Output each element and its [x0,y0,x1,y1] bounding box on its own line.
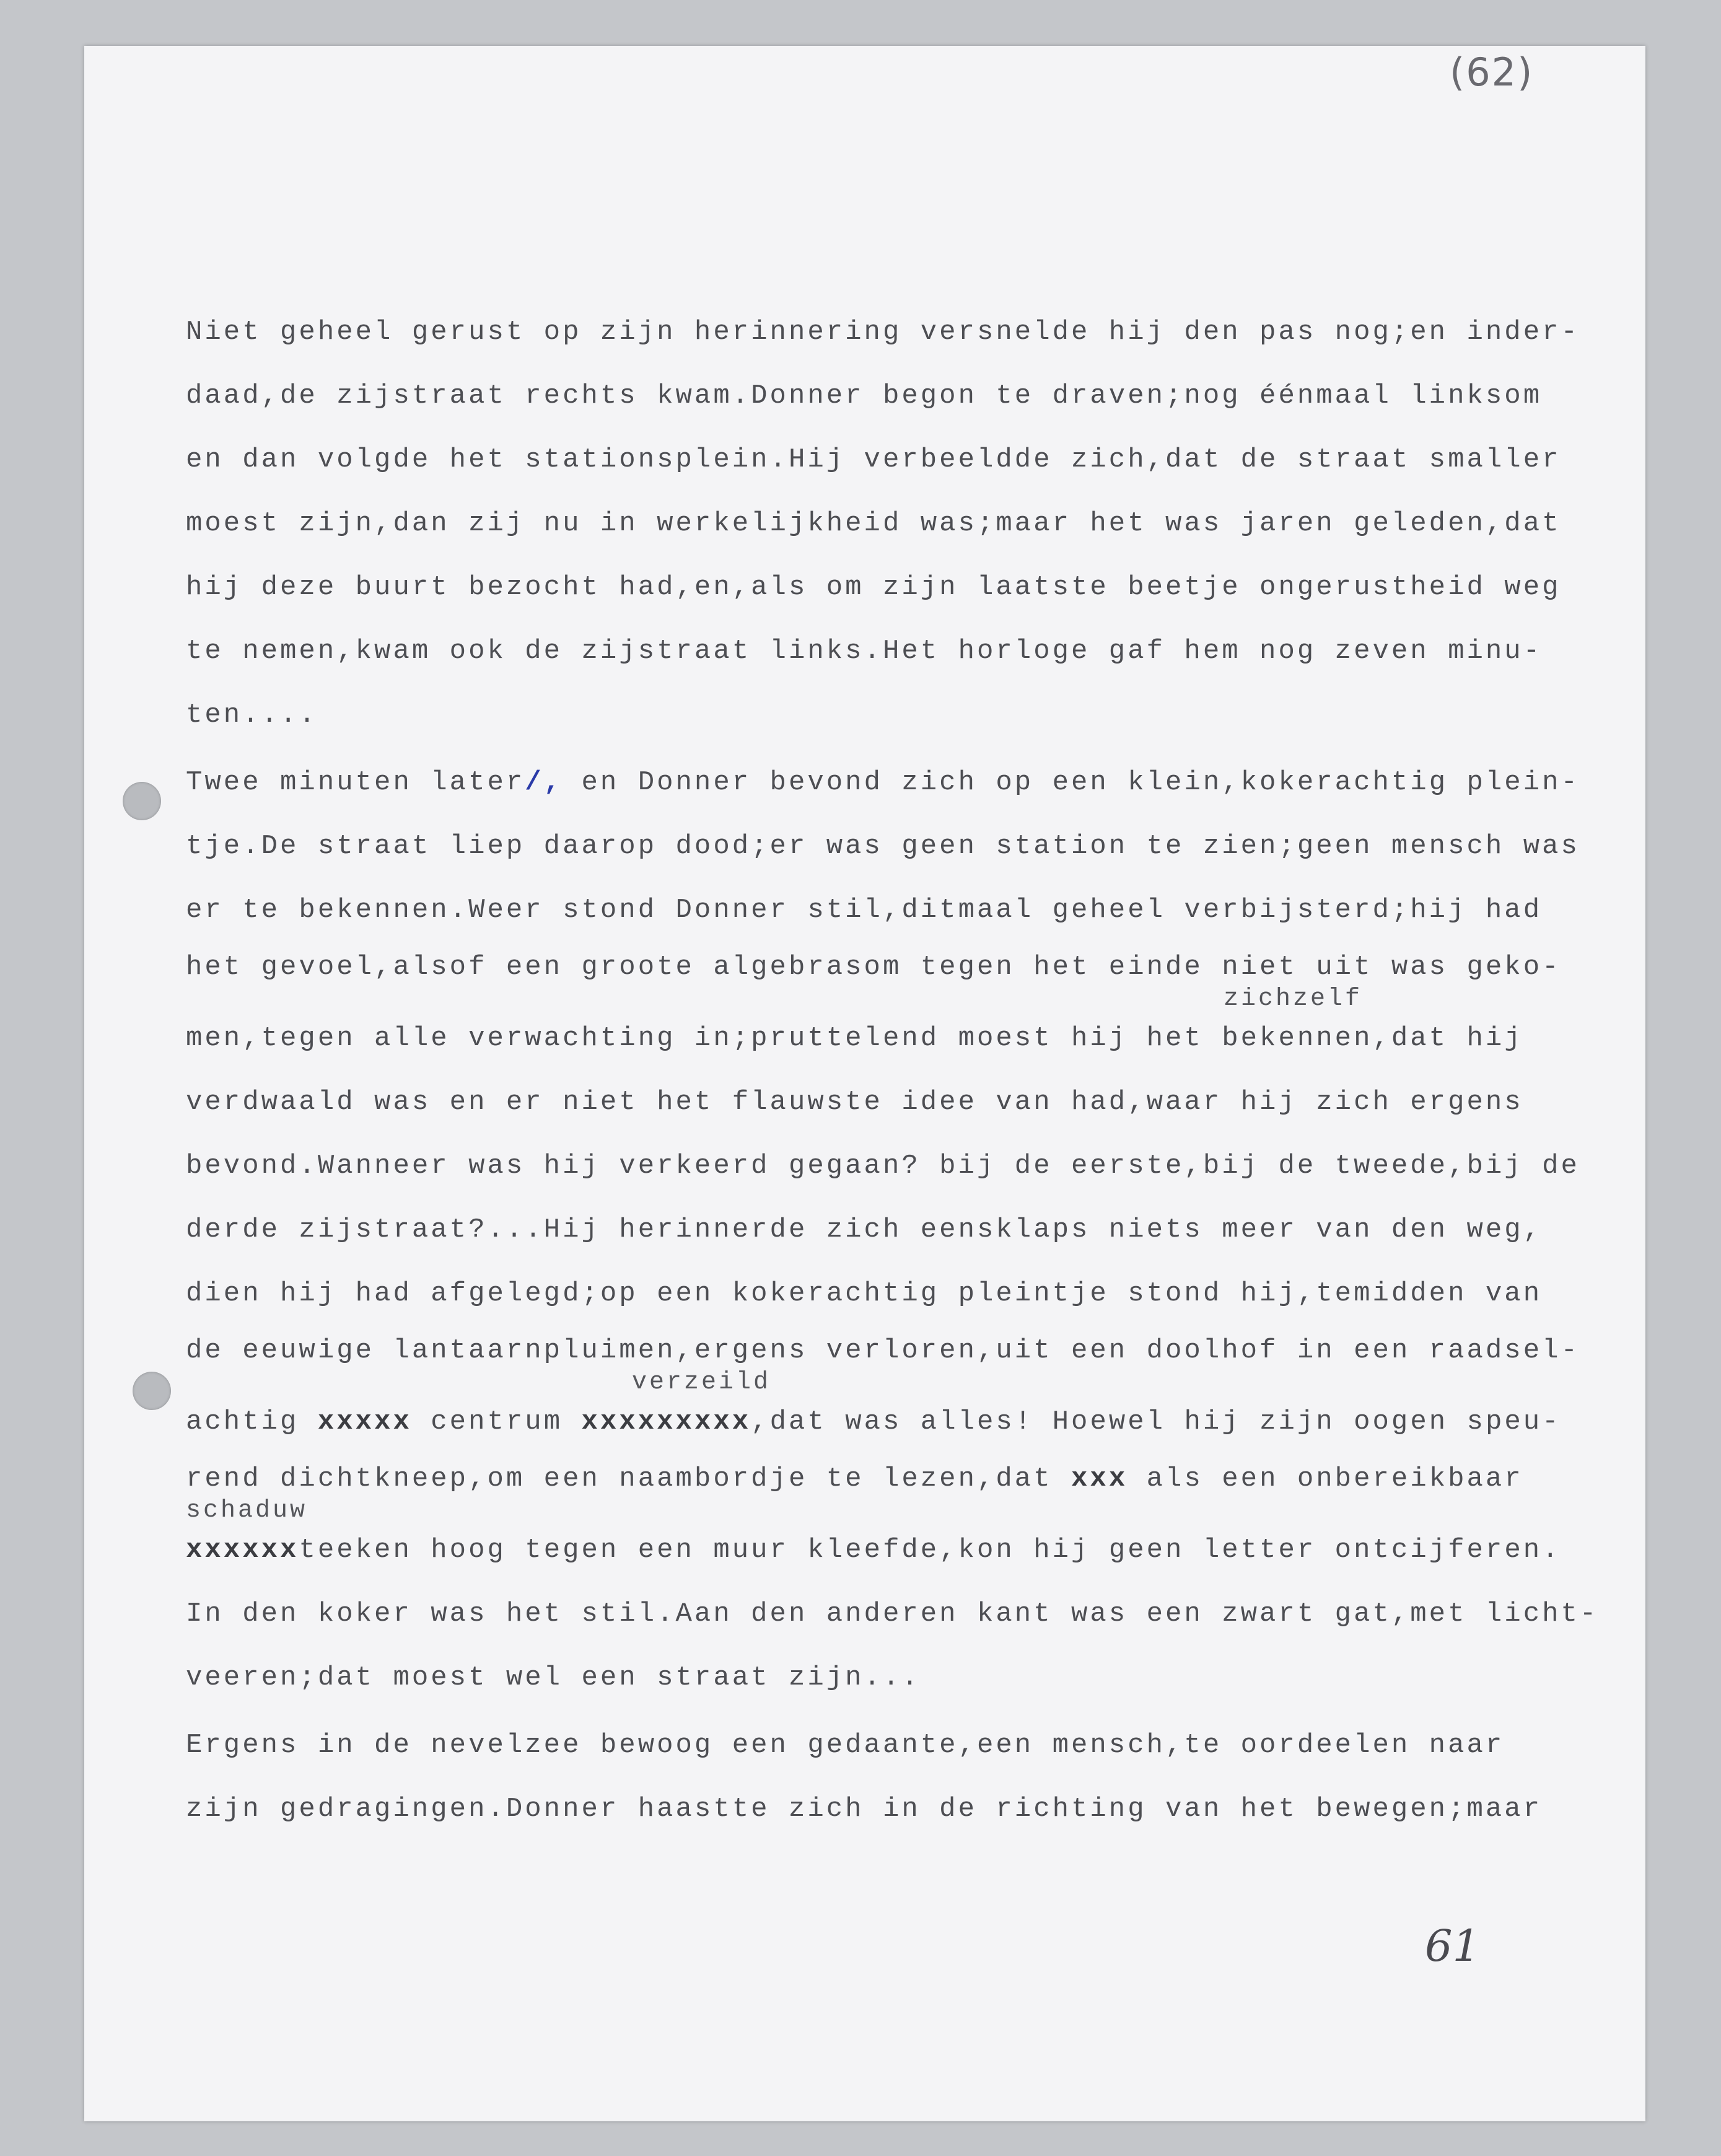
text-fragment: Twee minuten later [186,767,525,798]
text-line [186,1518,1561,1582]
text-line: Niet geheel gerust op zijn herinnering versnelde hij den pas nog;en inder- [186,317,1580,348]
text-line: bevond.Wanneer was hij verkeerd gegaan? bij de eerste,bij de tweede,bij de [186,1150,1580,1181]
text-line: veeren;dat moest wel een straat zijn... [186,1662,921,1693]
text-line: dien hij had afgelegd;op een kokerachtig pleintje stond hij,temidden van [186,1278,1543,1309]
punch-hole-top [123,782,161,820]
interlinear-insertion: verzeild [632,1369,771,1396]
text-line: de eeuwige lantaarnpluimen,ergens verloren,uit een doolhof in een raadsel- [186,1335,1580,1366]
punch-hole-bottom [133,1372,171,1410]
text-line: men,tegen alle verwachting in;pruttelend moest hij het bekennen,dat hij [186,1023,1523,1054]
text-line: Ergens in de nevelzee bewoog een gedaante,een mensch,te oordeelen naar [186,1730,1505,1761]
text-fragment: als een onbereikbaar [1146,1463,1523,1494]
text-fragment: ,dat was alles! Hoewel hij zijn oogen speu- [751,1406,1561,1437]
text-line: er te bekennen.Weer stond Donner stil,ditmaal geheel verbijsterd;hij had [186,895,1543,926]
text-fragment: centrum [431,1406,563,1437]
struck-out-text: xxxxxxxxx [581,1406,751,1437]
text-line: daad,de zijstraat rechts kwam.Donner begon te draven;nog éénmaal linksom [186,380,1543,411]
text-line: derde zijstraat?...Hij herinnerde zich eensklaps niets meer van den weg, [186,1214,1543,1245]
text-fragment: rend dichtkneep,om een naambordje te lezen,dat [186,1463,1053,1494]
text-fragment: achtig [186,1406,299,1437]
text-line [186,1454,1549,1504]
text-line [186,1390,1561,1454]
text-line: het gevoel,alsof een groote algebrasom tegen het einde niet uit was geko- [186,952,1561,983]
text-line: In den koker was het stil.Aan den anderen kant was een zwart gat,met licht- [186,1598,1599,1629]
struck-out-text: xxx [1071,1463,1128,1494]
struck-out-text: xxxxx [317,1406,412,1437]
text-fragment: teeken hoog tegen een muur kleefde,kon hij geen letter ontcijferen. [299,1535,1561,1566]
text-line: moest zijn,dan zij nu in werkelijkheid was;maar het was jaren geleden,dat [186,508,1561,539]
text-line: ten.... [186,699,318,730]
page-number-bottom: 61 [1425,1921,1481,1971]
page-number-top: (62) [1450,50,1534,95]
interlinear-insertion: schaduw [186,1497,308,1525]
text-line: hij deze buurt bezocht had,en,als om zijn laatste beetje ongerustheid weg [186,572,1561,603]
text-line: zijn gedragingen.Donner haastte zich in de richting van het bewegen;maar [186,1794,1543,1825]
manuscript-text [186,300,1599,1841]
interlinear-insertion: zichzelf [1224,985,1363,1013]
text-line: verdwaald was en er niet het flauwste idee van had,waar hij zich ergens [186,1087,1523,1118]
text-fragment: en Donner bevond zich op een klein,kokerachtig plein- [581,767,1580,798]
text-line: tje.De straat liep daarop dood;er was geen station te zien;geen mensch was [186,831,1580,862]
ink-correction-mark: /, [525,767,563,798]
struck-out-text: xxxxxx [186,1535,299,1566]
text-line [186,751,1580,815]
text-line: te nemen,kwam ook de zijstraat links.Het horloge gaf hem nog zeven minu- [186,636,1543,667]
text-line: en dan volgde het stationsplein.Hij verbeeldde zich,dat de straat smaller [186,444,1561,475]
